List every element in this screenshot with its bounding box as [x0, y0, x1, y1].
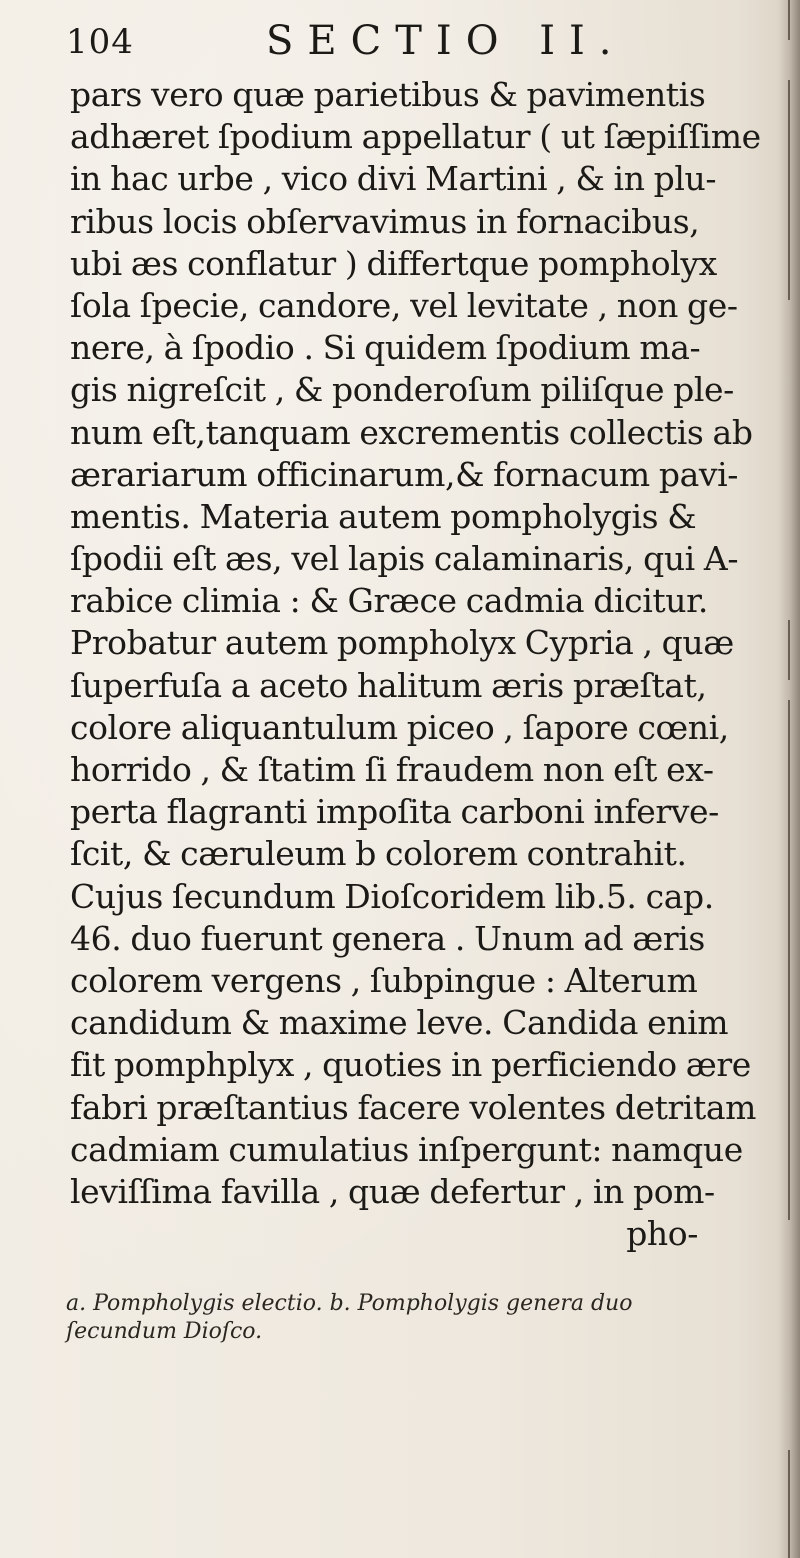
text-line: horrido , & ſtatim ſi fraudem non eſt ex- — [70, 750, 714, 789]
page-header — [66, 18, 746, 74]
page-edge-line — [788, 700, 790, 1220]
page-number: 104 — [66, 22, 134, 62]
text-line: nere, à ſpodio . Si quidem ſpodium ma- — [70, 328, 701, 368]
text-line: mentis. Materia autem pompholygis & — [70, 496, 697, 536]
text-line: num eſt,tanquam excrementis collectis ab — [70, 412, 753, 452]
footnote-line: a. Pompholygis electio. b. Pompholygis genera duo — [66, 1291, 633, 1316]
text-line: ſuperfuſa a aceto halitum æris præſtat, — [70, 665, 707, 705]
catchword: pho- — [626, 1214, 698, 1254]
running-head: SECTIO II. — [266, 18, 626, 64]
page-edge-line — [788, 0, 790, 40]
text-line: Probatur autem pompholyx Cypria , quæ — [70, 623, 734, 663]
text-line: ærariarum officinarum,& fornacum pavi- — [70, 454, 739, 494]
footnote-line: ſecundum Dioſco. — [66, 1319, 263, 1344]
text-line: ſola ſpecie, candore, vel levitate , non ge- — [70, 285, 738, 325]
text-line: pars vero quæ parietibus & pavimentis — [70, 75, 706, 114]
text-line: 46. duo fuerunt genera . Unum ad æris — [70, 918, 705, 958]
text-line: fit pomphplyx , quoties in perficiendo ære — [70, 1045, 751, 1085]
text-line: ſcit, & cæruleum b colorem contrahit. — [70, 834, 687, 874]
footnotes — [66, 1290, 766, 1346]
text-line: rabice climia : & Græce cadmia dicitur. — [70, 581, 708, 621]
page-edge-line — [788, 80, 790, 300]
text-line: cadmiam cumulatius inſpergunt: namque — [70, 1129, 743, 1169]
text-line: in hac urbe , vico divi Martini , & in plu- — [70, 159, 717, 199]
text-line: Cujus ſecundum Dioſcoridem lib.5. cap. — [70, 876, 714, 916]
text-line: candidum & maxime leve. Candida enim — [70, 1003, 729, 1043]
body-text — [70, 74, 760, 1255]
page-edge-line — [788, 1450, 790, 1558]
page-edge-line — [788, 620, 790, 680]
text-line: gis nigreſcit , & ponderoſum piliſque ple- — [70, 370, 734, 410]
text-line: ribus locis obſervavimus in fornacibus, — [70, 201, 700, 241]
text-line: colore aliquantulum piceo , ſapore cœni, — [70, 707, 729, 747]
text-line: colorem vergens , ſubpingue : Alterum — [70, 960, 698, 1000]
text-line: leviſſima favilla , quæ defertur , in pom- — [70, 1171, 715, 1211]
text-line: ſpodii eſt æs, vel lapis calaminaris, qui A- — [70, 539, 739, 579]
text-line: adhæret ſpodium appellatur ( ut ſæpiſſime — [70, 117, 761, 157]
text-line: fabri præſtantius facere volentes detritam — [70, 1087, 757, 1127]
text-line: perta flagranti impoſita carboni inferve- — [70, 792, 719, 832]
text-line: ubi æs conflatur ) differtque pompholyx — [70, 243, 717, 283]
